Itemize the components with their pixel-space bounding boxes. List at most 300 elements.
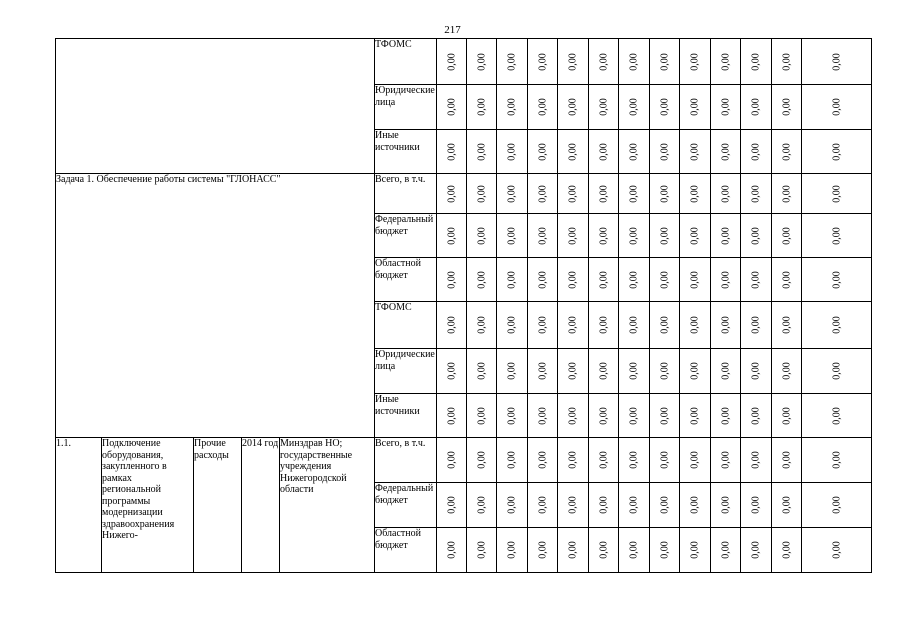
value-cell: [772, 174, 802, 214]
cell-value: 0,00: [506, 541, 518, 559]
value-cell: [650, 438, 680, 483]
value-cell: [711, 39, 741, 85]
cell-value: 0,00: [780, 184, 792, 203]
value-cell: [558, 39, 589, 85]
cell-value: 0,00: [597, 226, 609, 245]
value-cell: [772, 85, 802, 130]
value-cell: [772, 438, 802, 483]
cell-value: 0,00: [445, 406, 457, 425]
value-cell: [772, 39, 802, 85]
cell-value: 0,00: [445, 226, 457, 245]
cell-value: 0,00: [750, 362, 762, 380]
cell-value: 0,00: [689, 98, 701, 116]
value-cell: [437, 302, 467, 349]
value-cell: [802, 258, 872, 302]
value-cell: [589, 85, 619, 130]
task-title-cell: [56, 174, 375, 438]
cell-value: 0,00: [536, 362, 548, 380]
value-cell: [558, 349, 589, 394]
cell-value: 0,00: [689, 270, 701, 289]
value-cell: [589, 302, 619, 349]
cell-value: 0,00: [658, 52, 670, 71]
cell-value: 0,00: [719, 98, 731, 116]
value-cell: [680, 302, 711, 349]
value-cell: [619, 349, 650, 394]
value-cell: [741, 130, 772, 174]
value-cell: [680, 483, 711, 528]
cell-value: 0,00: [628, 316, 640, 334]
value-cell: [802, 483, 872, 528]
task-title: Задача 1. Обеспечение работы системы "ГЛОНАСС": [56, 174, 281, 185]
value-cell: [650, 528, 680, 573]
cell-value: 0,00: [750, 541, 762, 559]
cell-value: 0,00: [475, 451, 487, 469]
item-name: Подключение оборудования, закупленного в рамках региональной программы модернизации здравоохранения Нижего-: [102, 438, 194, 573]
value-cell: [497, 302, 528, 349]
cell-value: 0,00: [628, 362, 640, 380]
value-cell: [802, 438, 872, 483]
cell-value: 0,00: [628, 541, 640, 559]
cell-value: 0,00: [750, 496, 762, 514]
item-executor: Минздрав НО; государственные учреждения Нижегородской области: [280, 438, 375, 573]
value-cell: [497, 174, 528, 214]
cell-value: 0,00: [719, 451, 731, 469]
cell-value: 0,00: [628, 142, 640, 161]
value-cell: [467, 174, 497, 214]
cell-value: 0,00: [689, 362, 701, 380]
value-cell: [680, 130, 711, 174]
value-cell: [711, 85, 741, 130]
cell-value: 0,00: [750, 406, 762, 425]
cell-value: 0,00: [830, 270, 842, 289]
cell-value: 0,00: [830, 541, 842, 559]
cell-value: 0,00: [475, 52, 487, 71]
value-cell: [528, 302, 558, 349]
value-cell: [528, 174, 558, 214]
value-cell: [437, 214, 467, 258]
cell-value: 0,00: [689, 316, 701, 334]
source-label: Федеральный бюджет: [375, 483, 437, 528]
cell-value: 0,00: [658, 496, 670, 514]
value-cell: [741, 349, 772, 394]
cell-value: 0,00: [536, 52, 548, 71]
value-cell: [772, 349, 802, 394]
cell-value: 0,00: [780, 52, 792, 71]
value-cell: [741, 438, 772, 483]
cell-value: 0,00: [597, 98, 609, 116]
cell-value: 0,00: [830, 316, 842, 334]
value-cell: [467, 438, 497, 483]
value-cell: [650, 394, 680, 438]
value-cell: [467, 39, 497, 85]
table-row: [56, 438, 872, 483]
cell-value: 0,00: [445, 541, 457, 559]
cell-value: 0,00: [506, 270, 518, 289]
value-cell: [589, 394, 619, 438]
value-cell: [680, 174, 711, 214]
cell-value: 0,00: [475, 270, 487, 289]
cell-value: 0,00: [628, 406, 640, 425]
cell-value: 0,00: [536, 270, 548, 289]
cell-value: 0,00: [689, 184, 701, 203]
value-cell: [711, 130, 741, 174]
cell-value: 0,00: [445, 451, 457, 469]
cell-value: 0,00: [567, 541, 579, 559]
cell-value: 0,00: [597, 52, 609, 71]
value-cell: [558, 174, 589, 214]
cell-value: 0,00: [750, 142, 762, 161]
cell-value: 0,00: [658, 451, 670, 469]
value-cell: [680, 214, 711, 258]
cell-value: 0,00: [506, 98, 518, 116]
cell-value: 0,00: [750, 52, 762, 71]
item-expense-type: Прочие расходы: [194, 438, 242, 573]
value-cell: [619, 214, 650, 258]
cell-value: 0,00: [780, 98, 792, 116]
cell-value: 0,00: [597, 451, 609, 469]
cell-value: 0,00: [567, 98, 579, 116]
value-cell: [589, 214, 619, 258]
value-cell: [467, 130, 497, 174]
cell-value: 0,00: [750, 226, 762, 245]
value-cell: [467, 528, 497, 573]
cell-value: 0,00: [445, 316, 457, 334]
value-cell: [497, 214, 528, 258]
value-cell: [619, 130, 650, 174]
cell-value: 0,00: [689, 541, 701, 559]
cell-value: 0,00: [780, 496, 792, 514]
cell-value: 0,00: [475, 362, 487, 380]
cell-value: 0,00: [567, 451, 579, 469]
cell-value: 0,00: [689, 496, 701, 514]
value-cell: [437, 349, 467, 394]
cell-value: 0,00: [536, 496, 548, 514]
value-cell: [802, 394, 872, 438]
value-cell: [772, 302, 802, 349]
cell-value: 0,00: [475, 142, 487, 161]
value-cell: [741, 528, 772, 573]
value-cell: [802, 174, 872, 214]
value-cell: [650, 214, 680, 258]
cell-value: 0,00: [597, 142, 609, 161]
cell-value: 0,00: [750, 316, 762, 334]
value-cell: [680, 258, 711, 302]
value-cell: [680, 85, 711, 130]
source-label: Всего, в т.ч.: [375, 174, 437, 214]
value-cell: [680, 438, 711, 483]
value-cell: [558, 302, 589, 349]
value-cell: [437, 39, 467, 85]
value-cell: [711, 302, 741, 349]
cell-value: 0,00: [475, 316, 487, 334]
value-cell: [619, 174, 650, 214]
value-cell: [650, 483, 680, 528]
value-cell: [437, 85, 467, 130]
value-cell: [467, 483, 497, 528]
value-cell: [497, 130, 528, 174]
value-cell: [680, 528, 711, 573]
value-cell: [741, 174, 772, 214]
value-cell: [680, 39, 711, 85]
value-cell: [528, 130, 558, 174]
cell-value: 0,00: [750, 451, 762, 469]
cell-value: 0,00: [719, 270, 731, 289]
cell-value: 0,00: [719, 496, 731, 514]
cell-value: 0,00: [567, 52, 579, 71]
value-cell: [497, 438, 528, 483]
source-label: Юридические лица: [375, 349, 437, 394]
cell-value: 0,00: [780, 541, 792, 559]
source-label: ТФОМС: [375, 302, 437, 349]
value-cell: [619, 85, 650, 130]
source-label: Областной бюджет: [375, 258, 437, 302]
cell-value: 0,00: [445, 142, 457, 161]
value-cell: [619, 438, 650, 483]
value-cell: [558, 483, 589, 528]
value-cell: [619, 528, 650, 573]
cell-value: 0,00: [506, 52, 518, 71]
cell-value: 0,00: [475, 541, 487, 559]
budget-table: [55, 38, 872, 573]
cell-value: 0,00: [597, 406, 609, 425]
cell-value: 0,00: [567, 226, 579, 245]
cell-value: 0,00: [597, 541, 609, 559]
cell-value: 0,00: [597, 496, 609, 514]
value-cell: [437, 438, 467, 483]
value-cell: [650, 130, 680, 174]
value-cell: [528, 394, 558, 438]
page-number: 217: [444, 24, 461, 36]
value-cell: [497, 258, 528, 302]
cell-value: 0,00: [830, 496, 842, 514]
value-cell: [589, 174, 619, 214]
value-cell: [772, 258, 802, 302]
cell-value: 0,00: [506, 142, 518, 161]
cell-value: 0,00: [628, 451, 640, 469]
value-cell: [437, 394, 467, 438]
cell-value: 0,00: [445, 496, 457, 514]
cell-value: 0,00: [830, 406, 842, 425]
cell-value: 0,00: [445, 362, 457, 380]
cell-value: 0,00: [445, 184, 457, 203]
value-cell: [528, 528, 558, 573]
cell-value: 0,00: [475, 406, 487, 425]
cell-value: 0,00: [536, 541, 548, 559]
cell-value: 0,00: [780, 362, 792, 380]
cell-value: 0,00: [658, 184, 670, 203]
cell-value: 0,00: [780, 451, 792, 469]
cell-value: 0,00: [719, 142, 731, 161]
cell-value: 0,00: [658, 541, 670, 559]
item-year: 2014 год: [242, 438, 280, 573]
cell-value: 0,00: [536, 406, 548, 425]
table-row: [56, 39, 872, 85]
cell-value: 0,00: [689, 142, 701, 161]
value-cell: [528, 39, 558, 85]
value-cell: [528, 214, 558, 258]
value-cell: [528, 258, 558, 302]
cell-value: 0,00: [830, 52, 842, 71]
cell-value: 0,00: [658, 142, 670, 161]
value-cell: [772, 528, 802, 573]
cell-value: 0,00: [780, 226, 792, 245]
cell-value: 0,00: [658, 226, 670, 245]
value-cell: [528, 349, 558, 394]
cell-value: 0,00: [719, 541, 731, 559]
cell-value: 0,00: [830, 362, 842, 380]
value-cell: [802, 85, 872, 130]
value-cell: [619, 39, 650, 85]
value-cell: [497, 483, 528, 528]
cell-value: 0,00: [658, 362, 670, 380]
value-cell: [558, 394, 589, 438]
value-cell: [650, 174, 680, 214]
value-cell: [437, 174, 467, 214]
value-cell: [772, 483, 802, 528]
table-row: [56, 174, 872, 214]
cell-value: 0,00: [628, 52, 640, 71]
cell-value: 0,00: [567, 406, 579, 425]
cell-value: 0,00: [506, 226, 518, 245]
value-cell: [741, 394, 772, 438]
value-cell: [680, 349, 711, 394]
cell-value: 0,00: [830, 98, 842, 116]
cell-value: 0,00: [506, 406, 518, 425]
value-cell: [497, 394, 528, 438]
value-cell: [467, 394, 497, 438]
cell-value: 0,00: [750, 270, 762, 289]
cell-value: 0,00: [750, 184, 762, 203]
value-cell: [802, 349, 872, 394]
source-label: Областной бюджет: [375, 528, 437, 573]
cell-value: 0,00: [780, 270, 792, 289]
cell-value: 0,00: [628, 270, 640, 289]
cell-value: 0,00: [780, 316, 792, 334]
cell-value: 0,00: [506, 316, 518, 334]
value-cell: [589, 258, 619, 302]
cell-value: 0,00: [689, 226, 701, 245]
source-label: Юридические лица: [375, 85, 437, 130]
value-cell: [497, 528, 528, 573]
value-cell: [741, 302, 772, 349]
value-cell: [772, 214, 802, 258]
value-cell: [711, 349, 741, 394]
cell-value: 0,00: [628, 496, 640, 514]
source-label: Иные источники: [375, 394, 437, 438]
cell-value: 0,00: [567, 362, 579, 380]
value-cell: [497, 39, 528, 85]
source-label: Федеральный бюджет: [375, 214, 437, 258]
source-label: Иные источники: [375, 130, 437, 174]
source-label: ТФОМС: [375, 39, 437, 85]
value-cell: [558, 130, 589, 174]
cell-value: 0,00: [597, 362, 609, 380]
value-cell: [619, 302, 650, 349]
cell-value: 0,00: [567, 184, 579, 203]
cell-value: 0,00: [567, 316, 579, 334]
value-cell: [711, 174, 741, 214]
cell-value: 0,00: [830, 142, 842, 161]
cell-value: 0,00: [658, 270, 670, 289]
cell-value: 0,00: [658, 406, 670, 425]
cell-value: 0,00: [719, 226, 731, 245]
cell-value: 0,00: [536, 316, 548, 334]
value-cell: [741, 214, 772, 258]
value-cell: [589, 528, 619, 573]
cell-value: 0,00: [719, 52, 731, 71]
value-cell: [558, 258, 589, 302]
value-cell: [711, 258, 741, 302]
cell-value: 0,00: [506, 451, 518, 469]
cell-value: 0,00: [475, 184, 487, 203]
value-cell: [558, 528, 589, 573]
continuation-cell: [56, 39, 375, 174]
cell-value: 0,00: [830, 226, 842, 245]
value-cell: [558, 214, 589, 258]
value-cell: [741, 483, 772, 528]
value-cell: [650, 349, 680, 394]
value-cell: [711, 394, 741, 438]
cell-value: 0,00: [475, 496, 487, 514]
value-cell: [711, 483, 741, 528]
cell-value: 0,00: [445, 98, 457, 116]
value-cell: [741, 258, 772, 302]
value-cell: [650, 258, 680, 302]
value-cell: [589, 39, 619, 85]
value-cell: [802, 130, 872, 174]
value-cell: [467, 349, 497, 394]
value-cell: [589, 438, 619, 483]
cell-value: 0,00: [445, 52, 457, 71]
value-cell: [741, 39, 772, 85]
value-cell: [802, 214, 872, 258]
value-cell: [437, 528, 467, 573]
value-cell: [589, 349, 619, 394]
value-cell: [711, 438, 741, 483]
value-cell: [589, 130, 619, 174]
value-cell: [741, 85, 772, 130]
cell-value: 0,00: [658, 316, 670, 334]
value-cell: [467, 85, 497, 130]
value-cell: [467, 214, 497, 258]
cell-value: 0,00: [536, 226, 548, 245]
value-cell: [528, 438, 558, 483]
value-cell: [619, 483, 650, 528]
value-cell: [802, 39, 872, 85]
item-number: 1.1.: [56, 438, 102, 573]
cell-value: 0,00: [506, 496, 518, 514]
cell-value: 0,00: [658, 98, 670, 116]
value-cell: [802, 528, 872, 573]
value-cell: [619, 394, 650, 438]
value-cell: [680, 394, 711, 438]
cell-value: 0,00: [780, 406, 792, 425]
value-cell: [437, 130, 467, 174]
value-cell: [711, 528, 741, 573]
value-cell: [467, 302, 497, 349]
value-cell: [711, 214, 741, 258]
value-cell: [589, 483, 619, 528]
cell-value: 0,00: [719, 406, 731, 425]
value-cell: [650, 85, 680, 130]
cell-value: 0,00: [536, 451, 548, 469]
cell-value: 0,00: [567, 270, 579, 289]
cell-value: 0,00: [597, 270, 609, 289]
cell-value: 0,00: [719, 184, 731, 203]
value-cell: [437, 258, 467, 302]
cell-value: 0,00: [689, 52, 701, 71]
value-cell: [528, 85, 558, 130]
